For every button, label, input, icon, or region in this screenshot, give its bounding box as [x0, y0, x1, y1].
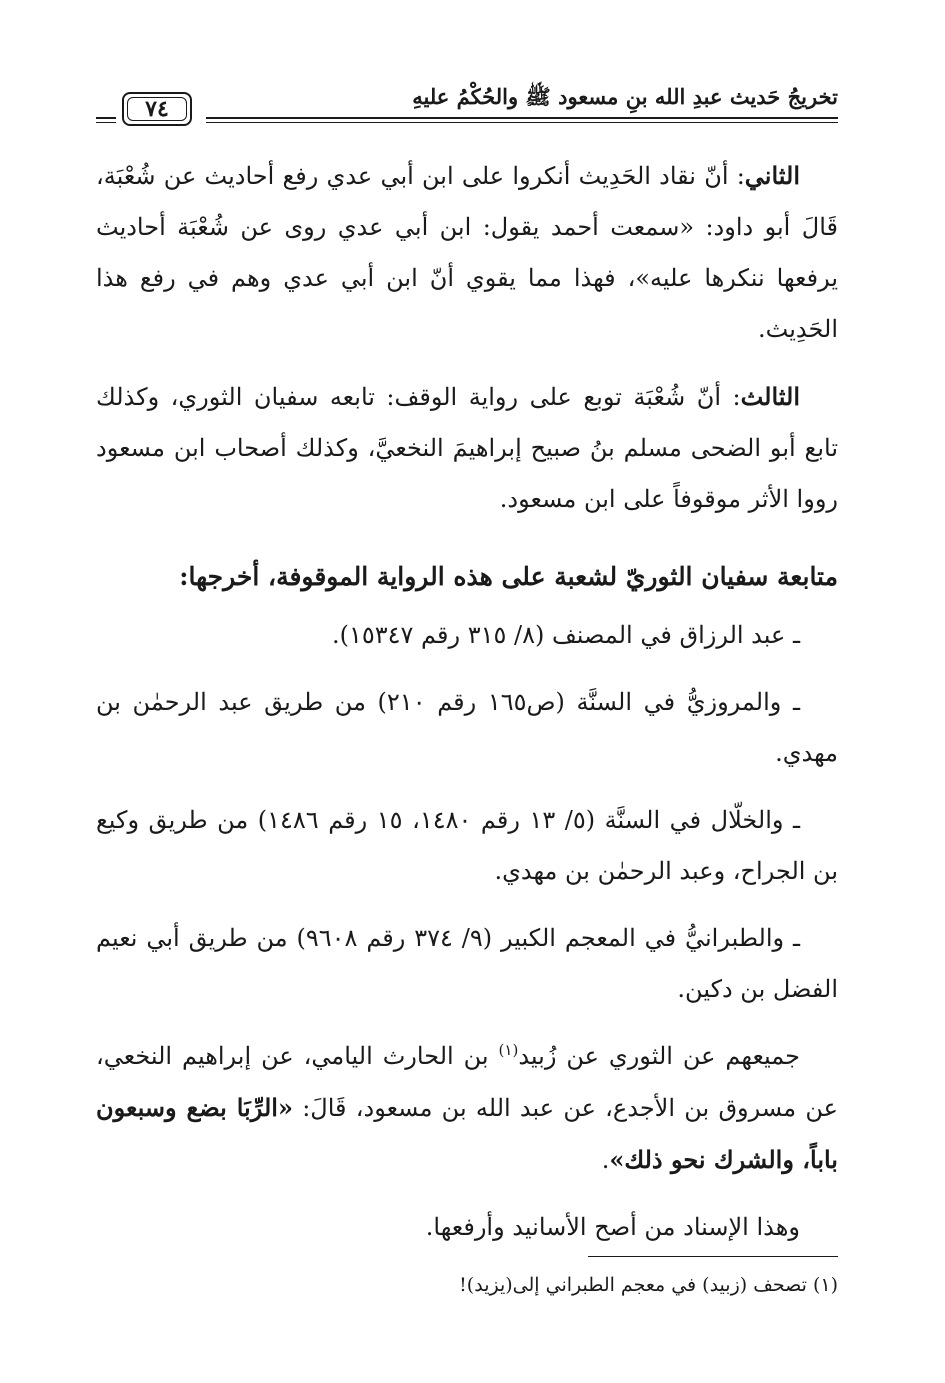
page-header	[96, 78, 838, 138]
chain-text-b: بن الحارث اليامي، عن إبراهيم النخعي، عن مسروق بن الأجدع، عن عبد الله بن مسعود، قَالَ:	[96, 1042, 838, 1122]
section-heading: متابعة سفيان الثوريّ لشعبة على هذه الرواية الموقوفة، أخرجها:	[179, 562, 838, 591]
header-rule-right-top	[206, 117, 838, 119]
header-rule-left-bottom	[96, 122, 116, 123]
paragraph-conclusion: وهذا الإسناد من أصح الأسانيد وأرفعها.	[425, 1213, 800, 1241]
page-body	[96, 150, 838, 1269]
hadith-quote: «الرِّبَا بضع وسبعون باباً، والشرك نحو ذلك»	[96, 1093, 838, 1174]
third-point-lead: الثالث	[740, 382, 800, 411]
second-point-lead: الثاني	[744, 161, 800, 190]
paragraph-second-point	[96, 150, 838, 355]
page-number: ٧٤	[127, 97, 187, 121]
footnote-divider	[588, 1256, 838, 1257]
chain-text-a: جميعهم عن الثوري عن زُبيد	[518, 1042, 800, 1070]
running-title: تخريجُ حَديث عبدِ الله بنِ مسعود ﷺ والحُكْمُ عليهِ	[412, 84, 838, 109]
source-item-4: ـ والطبرانيُّ في المعجم الكبير (٩/ ٣٧٤ رقم ٩٦٠٨) من طريق أبي نعيم الفضل بن دكين.	[96, 924, 838, 1003]
header-rule-left-top	[96, 117, 116, 119]
second-point-text: : أنّ نقاد الحَدِيث أنكروا على ابن أبي عدي رفع أحاديث عن شُعْبَة، قَالَ أبو داود: «سمعت أحمد يقول: ابن أبي عدي روى عن شُعْبَة أحاديث يرفعها ننكرها عليه»، فهذا مما يقوي أنّ ابن أبي عدي وهم في رفع هذا الحَدِيث.	[96, 162, 838, 343]
chain-text-end: .	[601, 1146, 610, 1174]
source-item-1: ـ عبد الرزاق في المصنف (٨/ ٣١٥ رقم ١٥٣٤٧).	[331, 621, 800, 649]
header-rule-right-bottom	[206, 122, 838, 123]
footnote-reference: (١)	[498, 1041, 519, 1059]
source-item-2: ـ والمروزيُّ في السنَّة (ص١٦٥ رقم ٢١٠) من طريق عبد الرحمٰن بن مهدي.	[96, 688, 838, 767]
paragraph-third-point	[96, 371, 838, 525]
paragraph-chain	[96, 1031, 838, 1186]
source-item-3: ـ والخلّال في السنَّة (٥/ ١٣ رقم ١٤٨٠، ١٥ رقم ١٤٨٦) من طريق وكيع بن الجراح، وعبد الرحمٰن بن مهدي.	[96, 806, 838, 885]
page-number-box	[122, 92, 192, 126]
third-point-text: : أنّ شُعْبَة توبع على رواية الوقف: تابعه سفيان الثوري، وكذلك تابع أبو الضحى مسلم بنُ صبيح إبراهيمَ النخعيَّ، وكذلك أصحاب ابن مسعود رووا الأثر موقوفاً على ابن مسعود.	[96, 383, 839, 513]
footnote: (١) تصحف (زبيد) في معجم الطبراني إلى(يزيد)!	[459, 1274, 838, 1296]
